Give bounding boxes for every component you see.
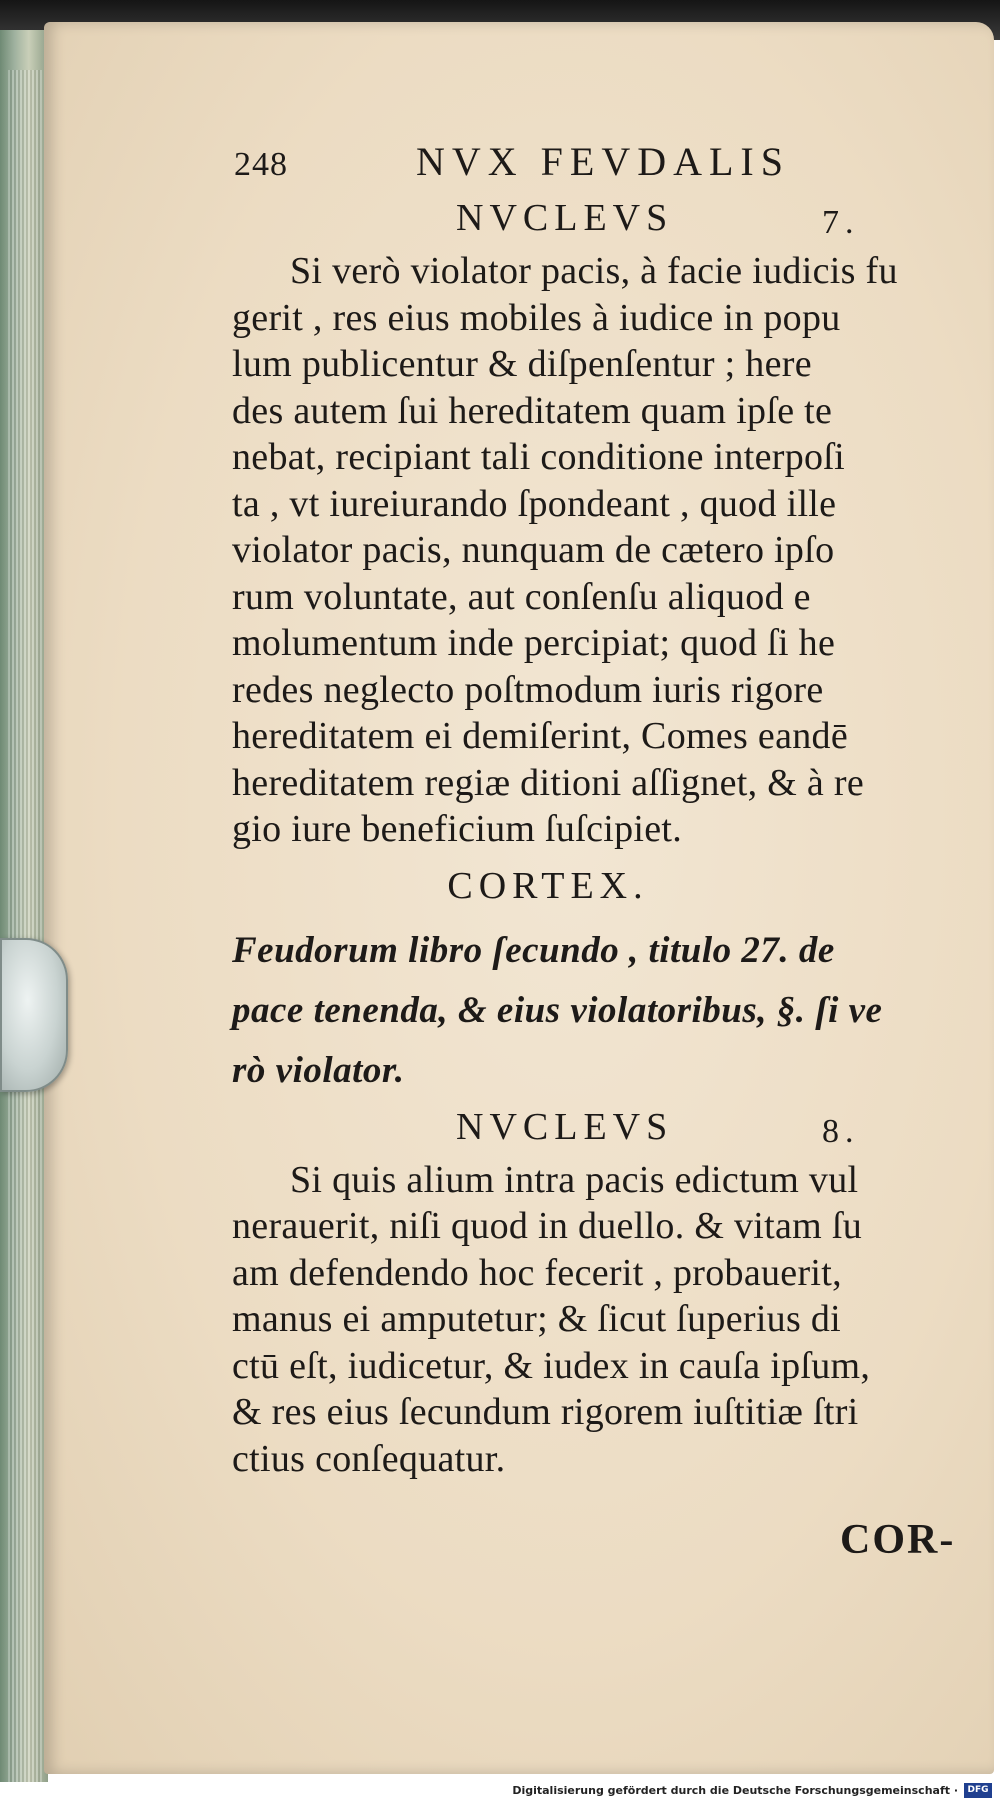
running-head <box>232 138 984 196</box>
nucleus-8-heading <box>232 1105 984 1157</box>
text-line: ctius conſequatur. <box>232 1437 506 1480</box>
text-line: violator pacis, nunquam de cætero ipſo <box>232 529 835 571</box>
nucleus-7-heading <box>232 196 984 248</box>
nucleus-number: 8. <box>822 1112 860 1150</box>
text-line: manus ei amputetur; & ſicut ſuperius di <box>232 1298 842 1340</box>
nucleus-label: NVCLEVS <box>456 197 674 239</box>
footer-credit: Digitalisierung gefördert durch die Deutsche Forschungsgemeinschaft · <box>512 1784 958 1797</box>
page-number: 248 <box>234 146 288 183</box>
text-line: Feudorum libro ſecundo , titulo 27. de <box>232 929 835 971</box>
text-line: hereditatem regiæ ditioni aſſignet, & à re <box>232 761 865 804</box>
text-line: ta , vt iureiurando ſpondeant , quod ille <box>232 482 837 525</box>
text-line: gerit , res eius mobiles à iudice in popu <box>232 296 841 339</box>
page-edges <box>8 70 42 1800</box>
text-line: nerauerit, niſi quod in duello. & vitam ſu <box>232 1205 862 1247</box>
text-line: gio iure beneficium ſuſcipiet. <box>232 808 683 850</box>
text-line: ctū eſt, iudicetur, & iudex in cauſa ipſum, <box>232 1344 871 1387</box>
text-line: nebat, recipiant tali conditione interpoſi <box>232 436 846 478</box>
text-line: pace tenenda, & eius violatoribus, §. ſi ve <box>232 989 883 1031</box>
nucleus-8-paragraph <box>232 1157 984 1483</box>
nucleus-number: 7. <box>822 204 860 241</box>
text-line: am defendendo hoc fecerit , probauerit, <box>232 1251 842 1294</box>
nucleus-7-paragraph <box>232 248 984 853</box>
text-line: & res eius ſecundum rigorem iuſtitiæ ſtri <box>232 1391 859 1433</box>
page-text <box>232 138 984 1482</box>
text-line: des autem ſui hereditatem quam ipſe te <box>232 389 833 432</box>
page-clip <box>0 938 68 1092</box>
nucleus-label: NVCLEVS <box>456 1105 674 1148</box>
text-line: Si quis alium intra pacis edictum vul <box>290 1158 859 1201</box>
book-title: NVX FEVDALIS <box>416 139 790 184</box>
catchword: COR- <box>840 1517 956 1563</box>
text-line: rum voluntate, aut conſenſu aliquod e <box>232 575 811 618</box>
text-line: hereditatem ei demiſerint, Comes eandē <box>232 715 849 757</box>
cortex-heading: CORTEX. <box>447 864 649 907</box>
book-spine <box>0 30 48 1782</box>
text-line: rò violator. <box>232 1049 405 1091</box>
text-line: Si verò violator pacis, à facie iudicis fu <box>290 250 898 292</box>
dfg-logo: DFG <box>964 1783 992 1798</box>
text-line: molumentum inde percipiat; quod ſi he <box>232 622 836 664</box>
text-line: redes neglecto poſtmodum iuris rigore <box>232 668 824 711</box>
cortex-paragraph <box>232 921 984 1101</box>
text-line: lum publicentur & diſpenſentur ; here <box>232 343 812 385</box>
